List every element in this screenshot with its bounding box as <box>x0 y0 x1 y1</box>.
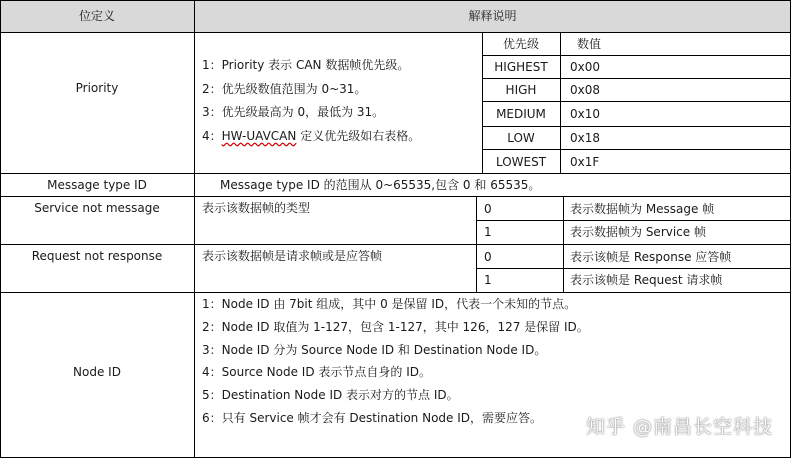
priority-line-3: 3：优先级最高为 0，最低为 31。 <box>202 105 385 119</box>
service-bit-0: 0 <box>484 202 492 216</box>
node-line-3: 3：Node ID 分为 Source Node ID 和 Destination Node ID。 <box>202 343 547 357</box>
priority-line-4-suffix: 定义优先级如右表格。 <box>296 129 421 143</box>
node-line-4: 4：Source Node ID 表示节点自身的 ID。 <box>202 365 431 379</box>
node-line-5: 5：Destination Node ID 表示对方的节点 ID。 <box>202 388 459 402</box>
priority-value-medium: 0x10 <box>570 107 601 121</box>
priority-line-4 <box>202 129 420 143</box>
request-desc: 表示该数据帧是请求帧或是应答帧 <box>202 249 383 263</box>
priority-level-header: 优先级 <box>502 37 539 51</box>
node-line-6: 6：只有 Service 帧才会有 Destination Node ID，需要应答。 <box>202 411 543 425</box>
field-priority: Priority <box>75 81 119 95</box>
service-desc: 表示该数据帧的类型 <box>202 201 311 215</box>
node-line-2: 2：Node ID 取值为 1-127，包含 1-127，其中 126，127 是保留 ID。 <box>202 320 589 334</box>
request-bit-0: 0 <box>484 250 492 264</box>
request-meaning-1: 表示该帧是 Request 请求帧 <box>570 273 723 287</box>
priority-value-lowest: 0x1F <box>570 155 600 169</box>
request-bit-1: 1 <box>484 273 492 287</box>
priority-level-low: LOW <box>507 131 535 145</box>
service-meaning-0: 表示数据帧为 Message 帧 <box>570 202 715 216</box>
priority-value-high: 0x08 <box>570 83 601 97</box>
header-explanation: 解释说明 <box>468 9 517 23</box>
request-meaning-0: 表示该帧是 Response 应答帧 <box>570 250 732 264</box>
node-line-1: 1：Node ID 由 7bit 组成，其中 0 是保留 ID，代表一个未知的节点。 <box>202 297 577 311</box>
service-bit-1: 1 <box>484 225 492 239</box>
field-service-not-message: Service not message <box>34 201 160 215</box>
field-node-id: Node ID <box>73 365 121 379</box>
priority-level-lowest: LOWEST <box>495 155 547 169</box>
zhihu-watermark: 知乎 @南昌长空科技 <box>585 416 773 438</box>
priority-level-high: HIGH <box>505 83 537 97</box>
priority-line-1: 1：Priority 表示 CAN 数据帧优先级。 <box>202 58 410 72</box>
hw-uavcan-term: HW-UAVCAN <box>221 129 297 143</box>
message-type-desc: Message type ID 的范围从 0~65535,包含 0 和 65535。 <box>220 178 541 192</box>
priority-level-highest: HIGHEST <box>494 60 548 74</box>
priority-line-4-prefix: 4： <box>202 129 222 143</box>
header-bit-definition: 位定义 <box>78 9 115 23</box>
priority-line-2: 2：优先级数值范围为 0~31。 <box>202 82 367 96</box>
priority-value-low: 0x18 <box>570 131 601 145</box>
service-meaning-1: 表示数据帧为 Service 帧 <box>570 225 706 239</box>
priority-value-highest: 0x00 <box>570 60 601 74</box>
priority-value-header: 数值 <box>577 37 602 51</box>
field-message-type-id: Message type ID <box>47 178 147 192</box>
field-request-not-response: Request not response <box>31 249 163 263</box>
priority-level-medium: MEDIUM <box>496 107 546 121</box>
